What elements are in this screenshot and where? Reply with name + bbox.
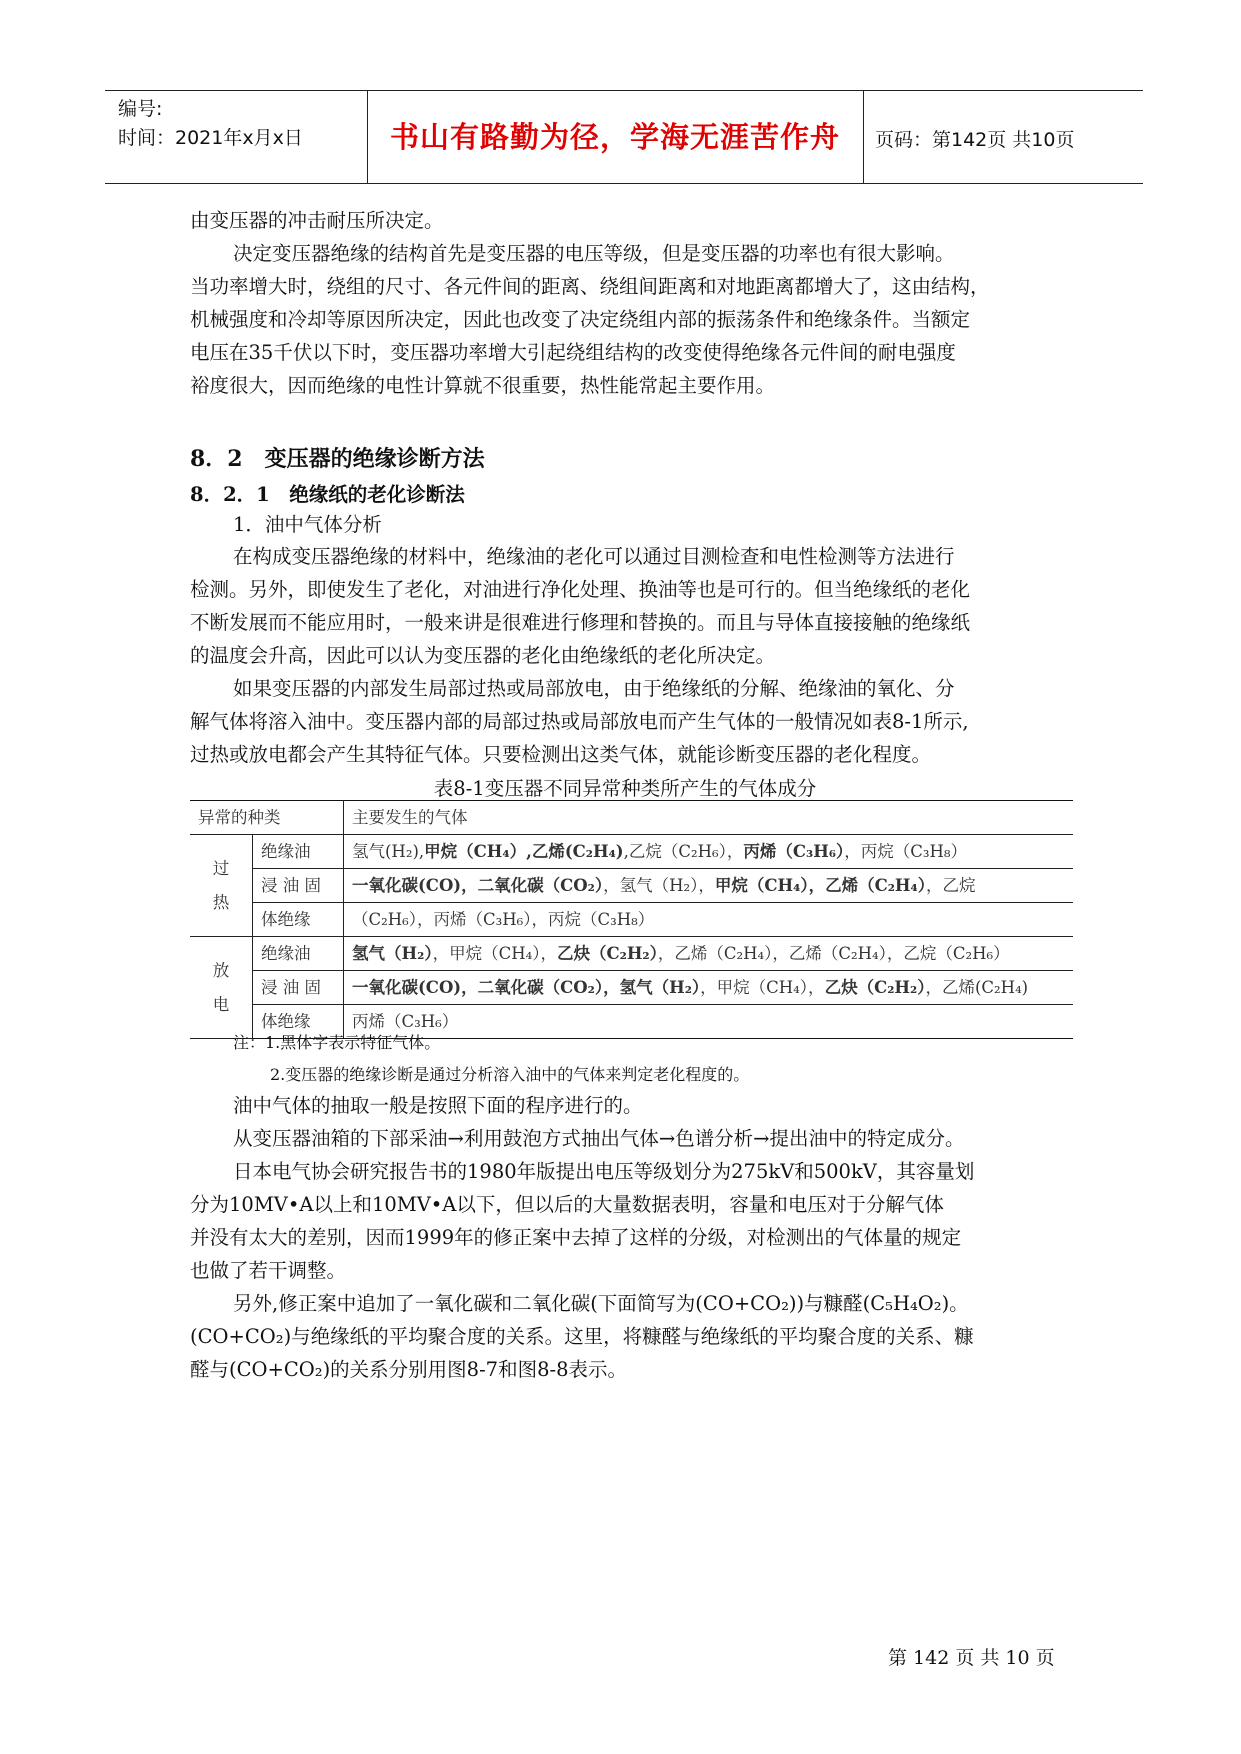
table-row [190,971,1073,1005]
paragraph-line: 机械强度和冷却等原因所决定，因此也改变了决定绕组内部的振荡条件和绝缘条件。当额定 [190,308,971,331]
body-line: 从变压器油箱的下部采油→利用鼓泡方式抽出气体→色谱分析→提出油中的特定成分。 [233,1127,965,1150]
table-note: 注：1.黑体字表示特征气体。 [233,1033,441,1052]
body-line: 如果变压器的内部发生局部过热或局部放电，由于绝缘纸的分解、绝缘油的氧化、分 [233,677,955,700]
document-time-label: 时间：2021年x月x日 [118,127,303,149]
body-line: 不断发展而不能应用时，一般来讲是很难进行修理和替换的。而且与导体直接接触的绝缘纸 [190,611,971,634]
table-note: 2.变压器的绝缘诊断是通过分析溶入油中的气体来判定老化程度的。 [270,1065,750,1084]
gas-cell: 氢气(H₂),甲烷（CH₄）,乙烯(C₂H₄),乙烷（C₂H₆），丙烯（C₃H₆），丙烷（C₃H₈） [344,835,1074,869]
section-title: 8．2 变压器的绝缘诊断方法 [190,446,485,472]
body-line: 也做了若干调整。 [190,1259,347,1282]
paragraph-line: 当功率增大时，绕组的尺寸、各元件间的距离、绕组间距离和对地距离都增大了，这由结构， [190,275,990,298]
gas-cell: 一氧化碳(CO)，二氧化碳（CO₂），氢气（H₂），甲烷（CH₄），乙烯（C₂H₄），乙烷 [344,869,1074,903]
table-header-cell: 异常的种类 [190,801,344,835]
body-line: 解气体将溶入油中。变压器内部的局部过热或局部放电而产生气体的一般情况如表8-1所示, [190,710,969,733]
material-cell: 浸 油 固 [253,869,344,903]
gas-cell: （C₂H₆），丙烯（C₃H₆），丙烷（C₃H₈） [344,903,1074,937]
body-line: 在构成变压器绝缘的材料中，绝缘油的老化可以通过目测检查和电性检测等方法进行 [233,545,955,568]
page-header [105,90,1143,184]
paragraph-line: 由变压器的冲击耐压所决定。 [190,209,444,232]
table-header-row [190,801,1073,835]
body-line: 另外,修正案中追加了一氧化碳和二氧化碳(下面简写为(CO+CO₂))与糠醛(C₅H₄O₂)。 [233,1292,969,1315]
material-cell: 体绝缘 [253,903,344,937]
material-cell: 体绝缘 [253,1005,344,1039]
gas-cell: 氢气（H₂），甲烷（CH₄），乙炔（C₂H₂），乙烯（C₂H₄），乙烯（C₂H₄），乙烷（C₂H₆） [344,937,1074,971]
body-line: 醛与(CO+CO₂)的关系分别用图8-7和图8-8表示。 [190,1358,627,1381]
header-motto: 书山有路勤为径，学海无涯苦作舟 [389,120,840,154]
body-line: 油中气体的抽取一般是按照下面的程序进行的。 [233,1094,643,1117]
table-row [190,937,1073,971]
subsection-title: 8．2．1 绝缘纸的老化诊断法 [190,483,465,506]
page-footer: 第 142 页 共 10 页 [888,1647,1055,1669]
body-line: 过热或放电都会产生其特征气体。只要检测出这类气体，就能诊断变压器的老化程度。 [190,743,932,766]
document-number-label: 编号: [118,98,163,120]
category-label: 放 电 [212,960,230,1014]
category-discharge [190,937,253,1039]
gas-cell: 丙烯（C₃H₆） [344,1005,1074,1039]
paragraph-line: 电压在35千伏以下时，变压器功率增大引起绕组结构的改变使得绝缘各元件间的耐电强度 [190,341,956,364]
body-line: 并没有太大的差别，因而1999年的修正案中去掉了这样的分级，对检测出的气体量的规定 [190,1226,962,1249]
header-meta [118,95,368,153]
material-cell: 浸 油 固 [253,971,344,1005]
category-overheat [190,835,253,937]
table-row [190,903,1073,937]
table-header-cell: 主要发生的气体 [344,801,1074,835]
paragraph-line: 决定变压器绝缘的结构首先是变压器的电压等级，但是变压器的功率也有很大影响。 [233,242,955,265]
table-caption: 表8-1变压器不同异常种类所产生的气体成分 [433,777,817,800]
header-page-label: 页码：第142页 共10页 [875,129,1075,151]
table-row [190,835,1073,869]
body-line: 日本电气协会研究报告书的1980年版提出电压等级划分为275kV和500kV，其容量划 [233,1160,975,1183]
body-line: (CO+CO₂)与绝缘纸的平均聚合度的关系。这里，将糠醛与绝缘纸的平均聚合度的关系、糠 [190,1325,974,1348]
header-divider-left [367,91,368,183]
gas-table [190,800,1073,1039]
item-title: 1．油中气体分析 [233,513,382,536]
body-line: 分为10MV•A以上和10MV•A以下，但以后的大量数据表明，容量和电压对于分解气体 [190,1193,944,1216]
header-divider-right [863,91,864,183]
table-row [190,869,1073,903]
category-label: 过 热 [212,858,230,912]
material-cell: 绝缘油 [253,937,344,971]
gas-cell: 一氧化碳(CO)，二氧化碳（CO₂），氢气（H₂），甲烷（CH₄），乙炔（C₂H₂），乙烯(C₂H₄) [344,971,1074,1005]
body-line: 检测。另外，即使发生了老化，对油进行净化处理、换油等也是可行的。但当绝缘纸的老化 [190,578,971,601]
material-cell: 绝缘油 [253,835,344,869]
paragraph-line: 裕度很大，因而绝缘的电性计算就不很重要，热性能常起主要作用。 [190,374,776,397]
body-line: 的温度会升高，因此可以认为变压器的老化由绝缘纸的老化所决定。 [190,644,776,667]
